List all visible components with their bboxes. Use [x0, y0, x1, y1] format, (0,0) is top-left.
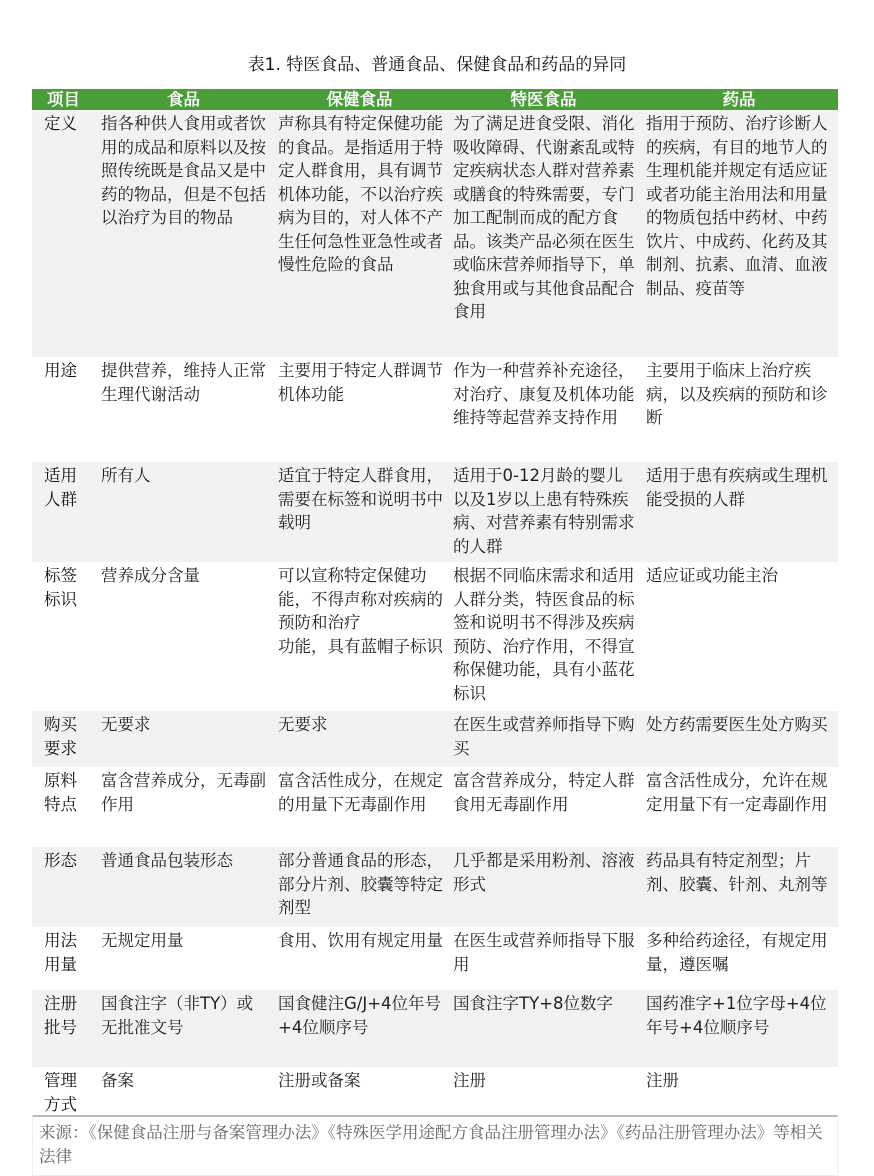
- table-row: [32, 927, 838, 990]
- cell-drug: 药品具有特定剂型；片剂、胶囊、针剂、丸剂等: [646, 851, 828, 894]
- header-item: 项目: [47, 90, 80, 109]
- table-header: [32, 89, 838, 110]
- cell-health-food: 部分普通食品的形态，部分片剂、胶囊等特定剂型: [278, 851, 443, 917]
- cell-food: 普通食品包装形态: [101, 851, 233, 870]
- cell-food: 富含营养成分，无毒副作用: [101, 771, 266, 814]
- cell-drug: 富含活性成分，允许在规定用量下有一定毒副作用: [646, 771, 828, 814]
- cell-fsmp: 在医生或营养师指导下服用: [453, 931, 635, 974]
- cell-health-food: 声称具有特定保健功能的食品。是指适用于特定人群食用，具有调节机体功能，不以治疗疾病为目的，对人体不产生任何急性亚急性或者慢性危险的食品: [278, 114, 443, 274]
- cell-fsmp: 作为一种营养补充途径，对治疗、康复及机体功能维持等起营养支持作用: [453, 361, 635, 427]
- cell-fsmp: 国食注字TY+8位数字: [453, 994, 613, 1013]
- comparison-table: [32, 89, 838, 1176]
- cell-fsmp: 根据不同临床需求和适用人群分类，特医食品的标签和说明书不得涉及疾病预防、治疗作用，不得宣称保健功能，具有小蓝花标识: [453, 566, 635, 703]
- cell-food: 国食注字（非TY）或无批准文号: [101, 994, 254, 1037]
- cell-drug: 注册: [646, 1071, 679, 1090]
- row-label: 适用人群: [44, 466, 77, 509]
- row-label: 标签标识: [44, 566, 77, 609]
- cell-food: 指各种供人食用或者饮用的成品和原料以及按照传统既是食品又是中药的物品，但是不包括以治疗为目的物品: [101, 114, 266, 227]
- row-label: 用法用量: [44, 931, 77, 974]
- cell-health-food: 注册或备案: [278, 1071, 361, 1090]
- cell-drug: 多种给药途径，有规定用量，遵医嘱: [646, 931, 828, 974]
- cell-food: 备案: [101, 1071, 134, 1090]
- cell-fsmp: 为了满足进食受限、消化吸收障碍、代谢紊乱或特定疾病状态人群对营养素或膳食的特殊需要，专门加工配制而成的配方食品。该类产品必须在医生或临床营养师指导下，单独食用或与其他食品配合食用: [453, 114, 635, 321]
- cell-drug: 指用于预防、治疗诊断人的疾病，有目的地节人的生理机能并规定有适应证或者功能主治用法和用量的物质包括中药材、中药饮片、中成药、化药及其制剂、抗素、血清、血液制品、疫苗等: [646, 114, 828, 298]
- row-label: 注册批号: [44, 994, 77, 1037]
- cell-fsmp: 适用于0-12月龄的婴儿以及1岁以上患有特殊疾病、对营养素有特别需求的人群: [453, 466, 635, 556]
- header-drug: 药品: [722, 90, 756, 109]
- table-row: [32, 711, 838, 767]
- cell-health-food: 无要求: [278, 715, 328, 734]
- cell-fsmp: 富含营养成分，特定人群食用无毒副作用: [453, 771, 635, 814]
- row-label: 管理方式: [44, 1071, 77, 1114]
- cell-food: 提供营养，维持人正常生理代谢活动: [101, 361, 266, 404]
- cell-health-food: 适宜于特定人群食用，需要在标签和说明书中载明: [278, 466, 443, 532]
- table-row: [32, 767, 838, 847]
- cell-fsmp: 在医生或营养师指导下购买: [453, 715, 635, 758]
- cell-food: 营养成分含量: [101, 566, 200, 585]
- cell-food: 无规定用量: [101, 931, 184, 950]
- header-food: 食品: [167, 90, 200, 109]
- table-row: [32, 357, 838, 462]
- row-label: 购买要求: [44, 715, 77, 758]
- row-label: 定义: [44, 114, 77, 133]
- table-row: [32, 462, 838, 562]
- table-row: [32, 110, 838, 357]
- row-label: 用途: [44, 361, 77, 380]
- cell-food: 无要求: [101, 715, 151, 734]
- cell-drug: 主要用于临床上治疗疾病，以及疾病的预防和诊断: [646, 361, 828, 427]
- cell-health-food: 食用、饮用有规定用量: [278, 931, 443, 950]
- cell-health-food: 可以宣称特定保健功能，不得声称对疾病的预防和治疗 功能，具有蓝帽子标识: [278, 566, 443, 656]
- cell-health-food: 国食健注G/J+4位年号+4位顺序号: [278, 994, 442, 1037]
- table-row: [32, 562, 838, 711]
- table-row: [32, 990, 838, 1067]
- cell-drug: 适应证或功能主治: [646, 566, 778, 585]
- table-row: [32, 847, 838, 927]
- table-title: 表1. 特医食品、普通食品、保健食品和药品的异同: [247, 55, 627, 75]
- row-label: 原料特点: [44, 771, 77, 814]
- cell-drug: 国药准字+1位字母+4位年号+4位顺序号: [646, 994, 827, 1037]
- cell-fsmp: 注册: [453, 1071, 486, 1090]
- cell-health-food: 主要用于特定人群调节机体功能: [278, 361, 443, 404]
- header-health-food: 保健食品: [326, 90, 393, 109]
- table-row: [32, 1067, 838, 1115]
- cell-fsmp: 几乎都是采用粉剂、溶液形式: [453, 851, 635, 894]
- cell-food: 所有人: [101, 466, 151, 485]
- header-fsmp: 特医食品: [510, 90, 577, 109]
- source-note: 来源：《保健食品注册与备案管理办法》《特殊医学用途配方食品注册管理办法》《药品注册管理办法》等相关法律: [32, 1115, 838, 1176]
- cell-health-food: 富含活性成分，在规定的用量下无毒副作用: [278, 771, 443, 814]
- cell-drug: 适用于患有疾病或生理机能受损的人群: [646, 466, 828, 509]
- row-label: 形态: [44, 851, 77, 870]
- cell-drug: 处方药需要医生处方购买: [646, 715, 828, 734]
